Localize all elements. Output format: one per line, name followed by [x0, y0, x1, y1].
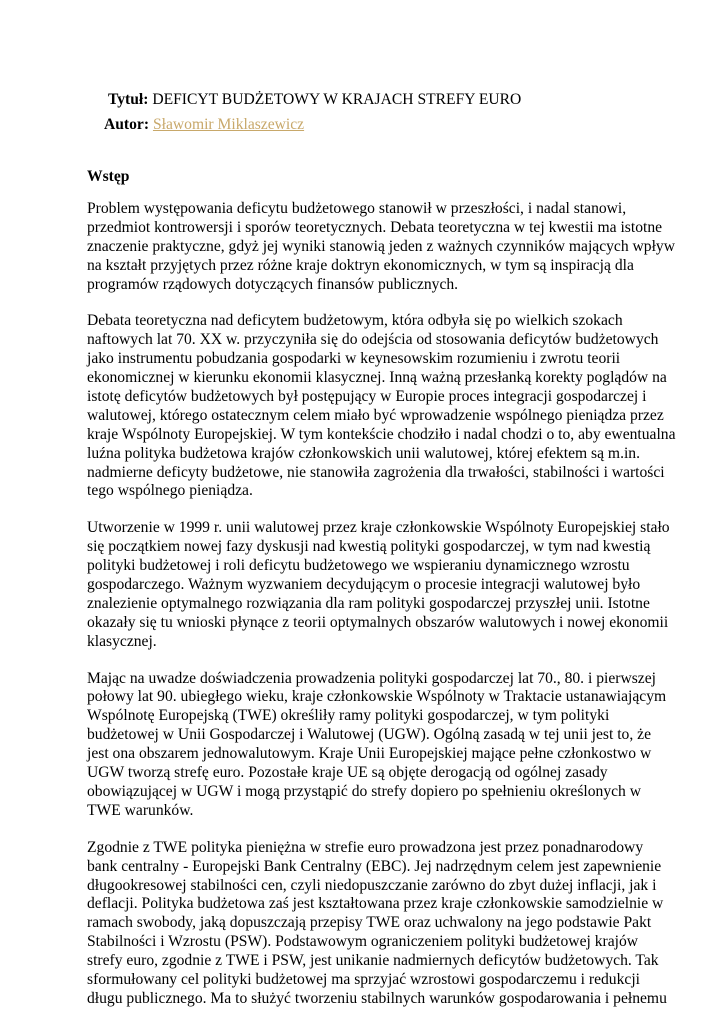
text-line: luźna polityka budżetowa krajów członkowskich unii walutowej, której efektem są m.in. — [87, 444, 640, 462]
text-line: kraje Wspólnoty Europejskiej. W tym kontekście chodziło i nadal chodzi o to, aby ewentualna — [87, 425, 676, 443]
paragraph — [87, 312, 676, 501]
author-link[interactable]: Sławomir Miklaszewicz — [152, 116, 305, 133]
text-line: Stabilności i Wzrostu (PSW). Podstawowym ograniczeniem polityki budżetowej krajów — [87, 933, 639, 951]
text-line: UGW tworzą strefę euro. Pozostałe kraje UE są objęte derogacją od ogólnej zasady — [87, 764, 608, 782]
paragraph — [87, 838, 667, 1009]
text-line: znalezienie optymalnego rozwiązania dla ram polityki gospodarczej przyszłej unii. Istotne — [87, 594, 650, 612]
text-line: Mając na uwadze doświadczenia prowadzenia polityki gospodarczej lat 70., 80. i pierwszej — [87, 669, 656, 687]
text-line: strefy euro, zgodnie z TWE i PSW, jest unikanie nadmiernych deficytów budżetowych. Tak — [87, 952, 659, 970]
text-line: polityki budżetowej i roli deficytu budżetowego we wspieraniu dynamicznego wzrostu — [87, 557, 630, 575]
text-line: nadmierne deficyty budżetowe, nie stanowiła zagrożenia dla trwałości, stabilności i wartości — [87, 463, 665, 481]
text-line: klasycznej. — [87, 632, 157, 650]
text-line: deflacji. Polityka budżetowa zaś jest kształtowana przez kraje członkowskie samodzielnie w — [87, 895, 664, 913]
text-line: budżetowej w Unii Gospodarczej i Walutowej (UGW). Ogólną zasadą w tej unii jest to, że — [87, 726, 651, 744]
text-line: okazały się tu wnioski płynące z teorii optymalnych obszarów walutowych i nowej ekonomii — [87, 613, 669, 631]
text-line: Zgodnie z TWE polityka pieniężna w strefie euro prowadzona jest przez ponadnarodowy — [87, 838, 644, 856]
text-line: programów rządowych dotyczących finansów publicznych. — [87, 275, 459, 293]
text-line: obowiązującej w UGW i mogą przystąpić do strefy dopiero po spełnieniu określonych w — [87, 782, 642, 800]
title-line — [108, 90, 521, 110]
paragraph — [87, 669, 667, 821]
text-line: przedmiot kontrowersji i sporów teoretycznych. Debata teoretyczna w tej kwestii ma istotne — [87, 218, 663, 236]
paragraph — [87, 519, 670, 651]
text-line: sformułowany cel polityki budżetowej ma sprzyjać wzrostowi gospodarczemu i redukcji — [87, 970, 640, 988]
section-heading: Wstęp — [87, 168, 130, 185]
text-line: tego wspólnego pieniądza. — [87, 482, 253, 500]
text-line: znaczenie praktyczne, gdyż jej wyniki stanowią jeden z ważnych czynników mających wpływ — [87, 237, 675, 255]
author-label: Autor: — [104, 116, 150, 133]
text-line: długu publicznego. Ma to służyć tworzeniu stabilnych warunków gospodarowania i pełnemu — [87, 989, 667, 1007]
text-line: jako instrumentu pobudzania gospodarki w keynesowskim rozumieniu i zwrotu teorii — [87, 350, 621, 368]
text-line: TWE warunków. — [87, 801, 194, 819]
text-line: ramach swobody, jaką dopuszczają przepisy TWE oraz uchwalony na jego podstawie Pakt — [87, 914, 652, 932]
title-label: Tytuł: — [108, 91, 149, 108]
body-text — [87, 200, 676, 1027]
text-line: się początkiem nowej fazy dyskusji nad kwestią polityki gospodarczej, w tym nad kwestią — [87, 538, 651, 556]
text-line: Wspólnotę Europejską (TWE) określiły ramy polityki gospodarczej, w tym polityki — [87, 707, 610, 725]
text-line: gospodarczego. Ważnym wyzwaniem decydującym o procesie integracji walutowej było — [87, 576, 641, 594]
text-line: ekonomicznej w kierunku ekonomii klasycznej. Inną ważną przesłanką korekty poglądów na — [87, 369, 667, 387]
text-line: połowy lat 90. ubiegłego wieku, kraje członkowskie Wspólnoty w Traktacie ustanawiającym — [87, 688, 667, 706]
text-line: na kształt przyjętych przez różne kraje doktryn ekonomicznych, w tym są inspiracją dla — [87, 256, 634, 274]
text-line: Utworzenie w 1999 r. unii walutowej przez kraje członkowskie Wspólnoty Europejskiej stało — [87, 519, 670, 537]
paragraph — [87, 200, 675, 294]
text-line: długookresowej stabilności cen, czyli niedopuszczanie zarówno do zbyt dużej inflacji, jak i — [87, 876, 657, 894]
text-line: walutowej, którego ostatecznym celem miało być wprowadzenie wspólnego pieniądza przez — [87, 406, 664, 424]
text-line: istotę deficytów budżetowych był postępujący w Europie proces integracji gospodarczej i — [87, 388, 647, 406]
text-line: Debata teoretyczna nad deficytem budżetowym, która odbyła się po wielkich szokach — [87, 312, 623, 330]
text-line: bank centralny - Europejski Bank Centralny (EBC). Jej nadrzędnym celem jest zapewnienie — [87, 857, 662, 875]
text-line: naftowych lat 70. XX w. przyczyniła się do odejścia od stosowania deficytów budżetowych — [87, 331, 659, 349]
text-line: jest ona obszarem jednowalutowym. Kraje Unii Europejskiej mające pełne członkostwo w — [87, 745, 652, 763]
document-title: DEFICYT BUDŻETOWY W KRAJACH STREFY EURO — [152, 91, 522, 108]
author-line — [104, 115, 304, 135]
text-line: Problem występowania deficytu budżetowego stanowił w przeszłości, i nadal stanowi, — [87, 200, 627, 217]
